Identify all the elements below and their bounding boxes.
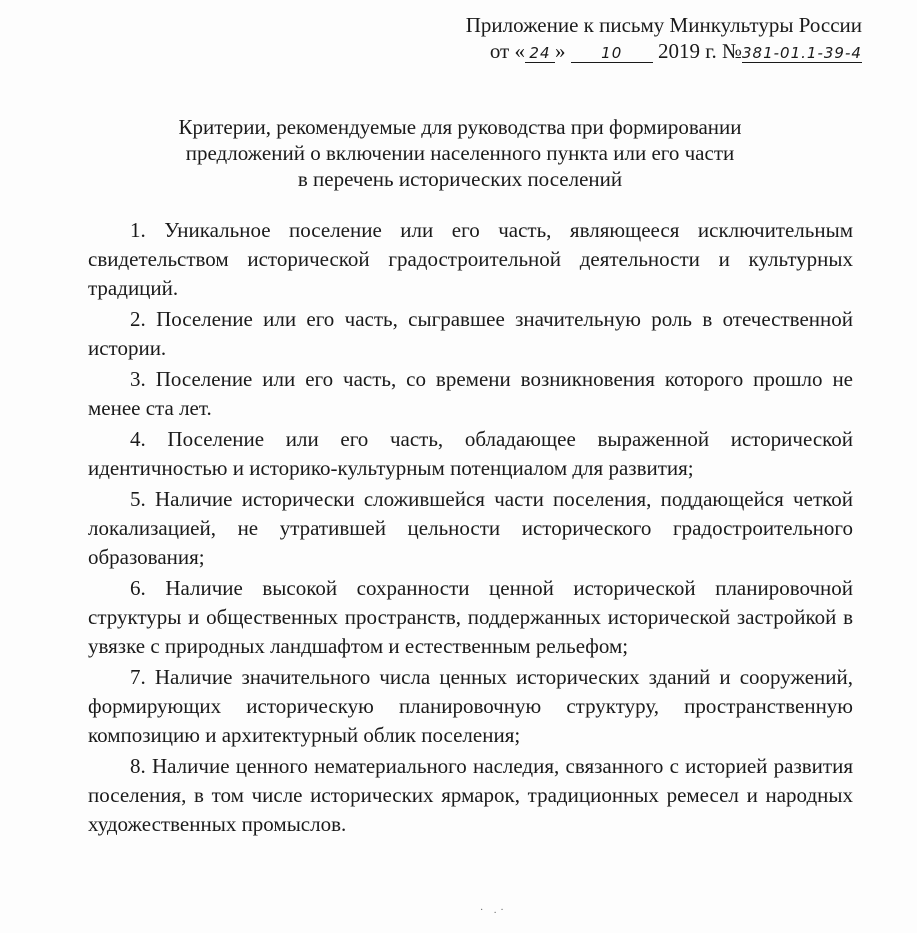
scan-specks: · .· (480, 905, 508, 916)
item-text: Поселение или его часть, со времени возникновения которого прошло не менее ста лет. (88, 367, 854, 420)
list-item (88, 425, 853, 483)
list-item (88, 663, 853, 750)
handwritten-day: 24 (525, 44, 555, 63)
title-line-1: Критерии, рекомендуемые для руководства при формировании (178, 115, 742, 139)
header-close-quote: » (554, 39, 566, 63)
item-number: 7. (130, 665, 146, 689)
list-item (88, 752, 853, 839)
list-item (88, 305, 853, 363)
document-title (100, 114, 820, 192)
list-item (88, 574, 853, 661)
item-text: Поселение или его часть, обладающее выраженной исторической идентичностью и историко-культурным потенциалом для развития; (88, 427, 854, 480)
item-text: Наличие высокой сохранности ценной исторической планировочной структуры и общественных пространств, поддержанных исторической застройкой в увязке с природных ландшафтом и естественным рельефом; (88, 576, 853, 658)
header-year: 2019 г. № (657, 39, 742, 63)
header-line-1: Приложение к письму Минкультуры России (465, 13, 862, 37)
item-number: 2. (130, 307, 146, 331)
item-text: Наличие значительного числа ценных исторических зданий и сооружений, формирующих историческую планировочную структуру, пространственную композицию и архитектурный облик поселения; (88, 665, 854, 747)
item-text: Наличие ценного нематериального наследия, связанного с историей развития поселения, в том числе исторических ярмарок, традиционных ремесел и народных художественных промыслов. (88, 754, 853, 836)
list-item (88, 365, 853, 423)
header-line-2 (422, 38, 862, 64)
item-number: 1. (130, 218, 146, 242)
document-header (422, 12, 862, 64)
item-number: 3. (130, 367, 146, 391)
handwritten-month: 10 (571, 44, 653, 63)
title-line-3: в перечень исторических поселений (297, 167, 623, 191)
handwritten-number: 381-01.1-39-4 (742, 44, 862, 62)
item-number: 8. (130, 754, 146, 778)
criteria-list (88, 216, 853, 841)
title-line-2: предложений о включении населенного пункта или его части (185, 141, 735, 165)
header-prefix: от « (489, 39, 525, 63)
item-number: 5. (130, 487, 146, 511)
list-item (88, 485, 853, 572)
item-number: 4. (130, 427, 146, 451)
item-number: 6. (130, 576, 146, 600)
item-text: Уникальное поселение или его часть, являющееся исключительным свидетельством исторической градостроительной деятельности и культурных традиций. (88, 218, 853, 300)
list-item (88, 216, 853, 303)
item-text: Наличие исторически сложившейся части поселения, поддающейся четкой локализацией, не утратившей цельности исторического градостроительного образования; (88, 487, 853, 569)
item-text: Поселение или его часть, сыгравшее значительную роль в отечественной истории. (88, 307, 854, 360)
